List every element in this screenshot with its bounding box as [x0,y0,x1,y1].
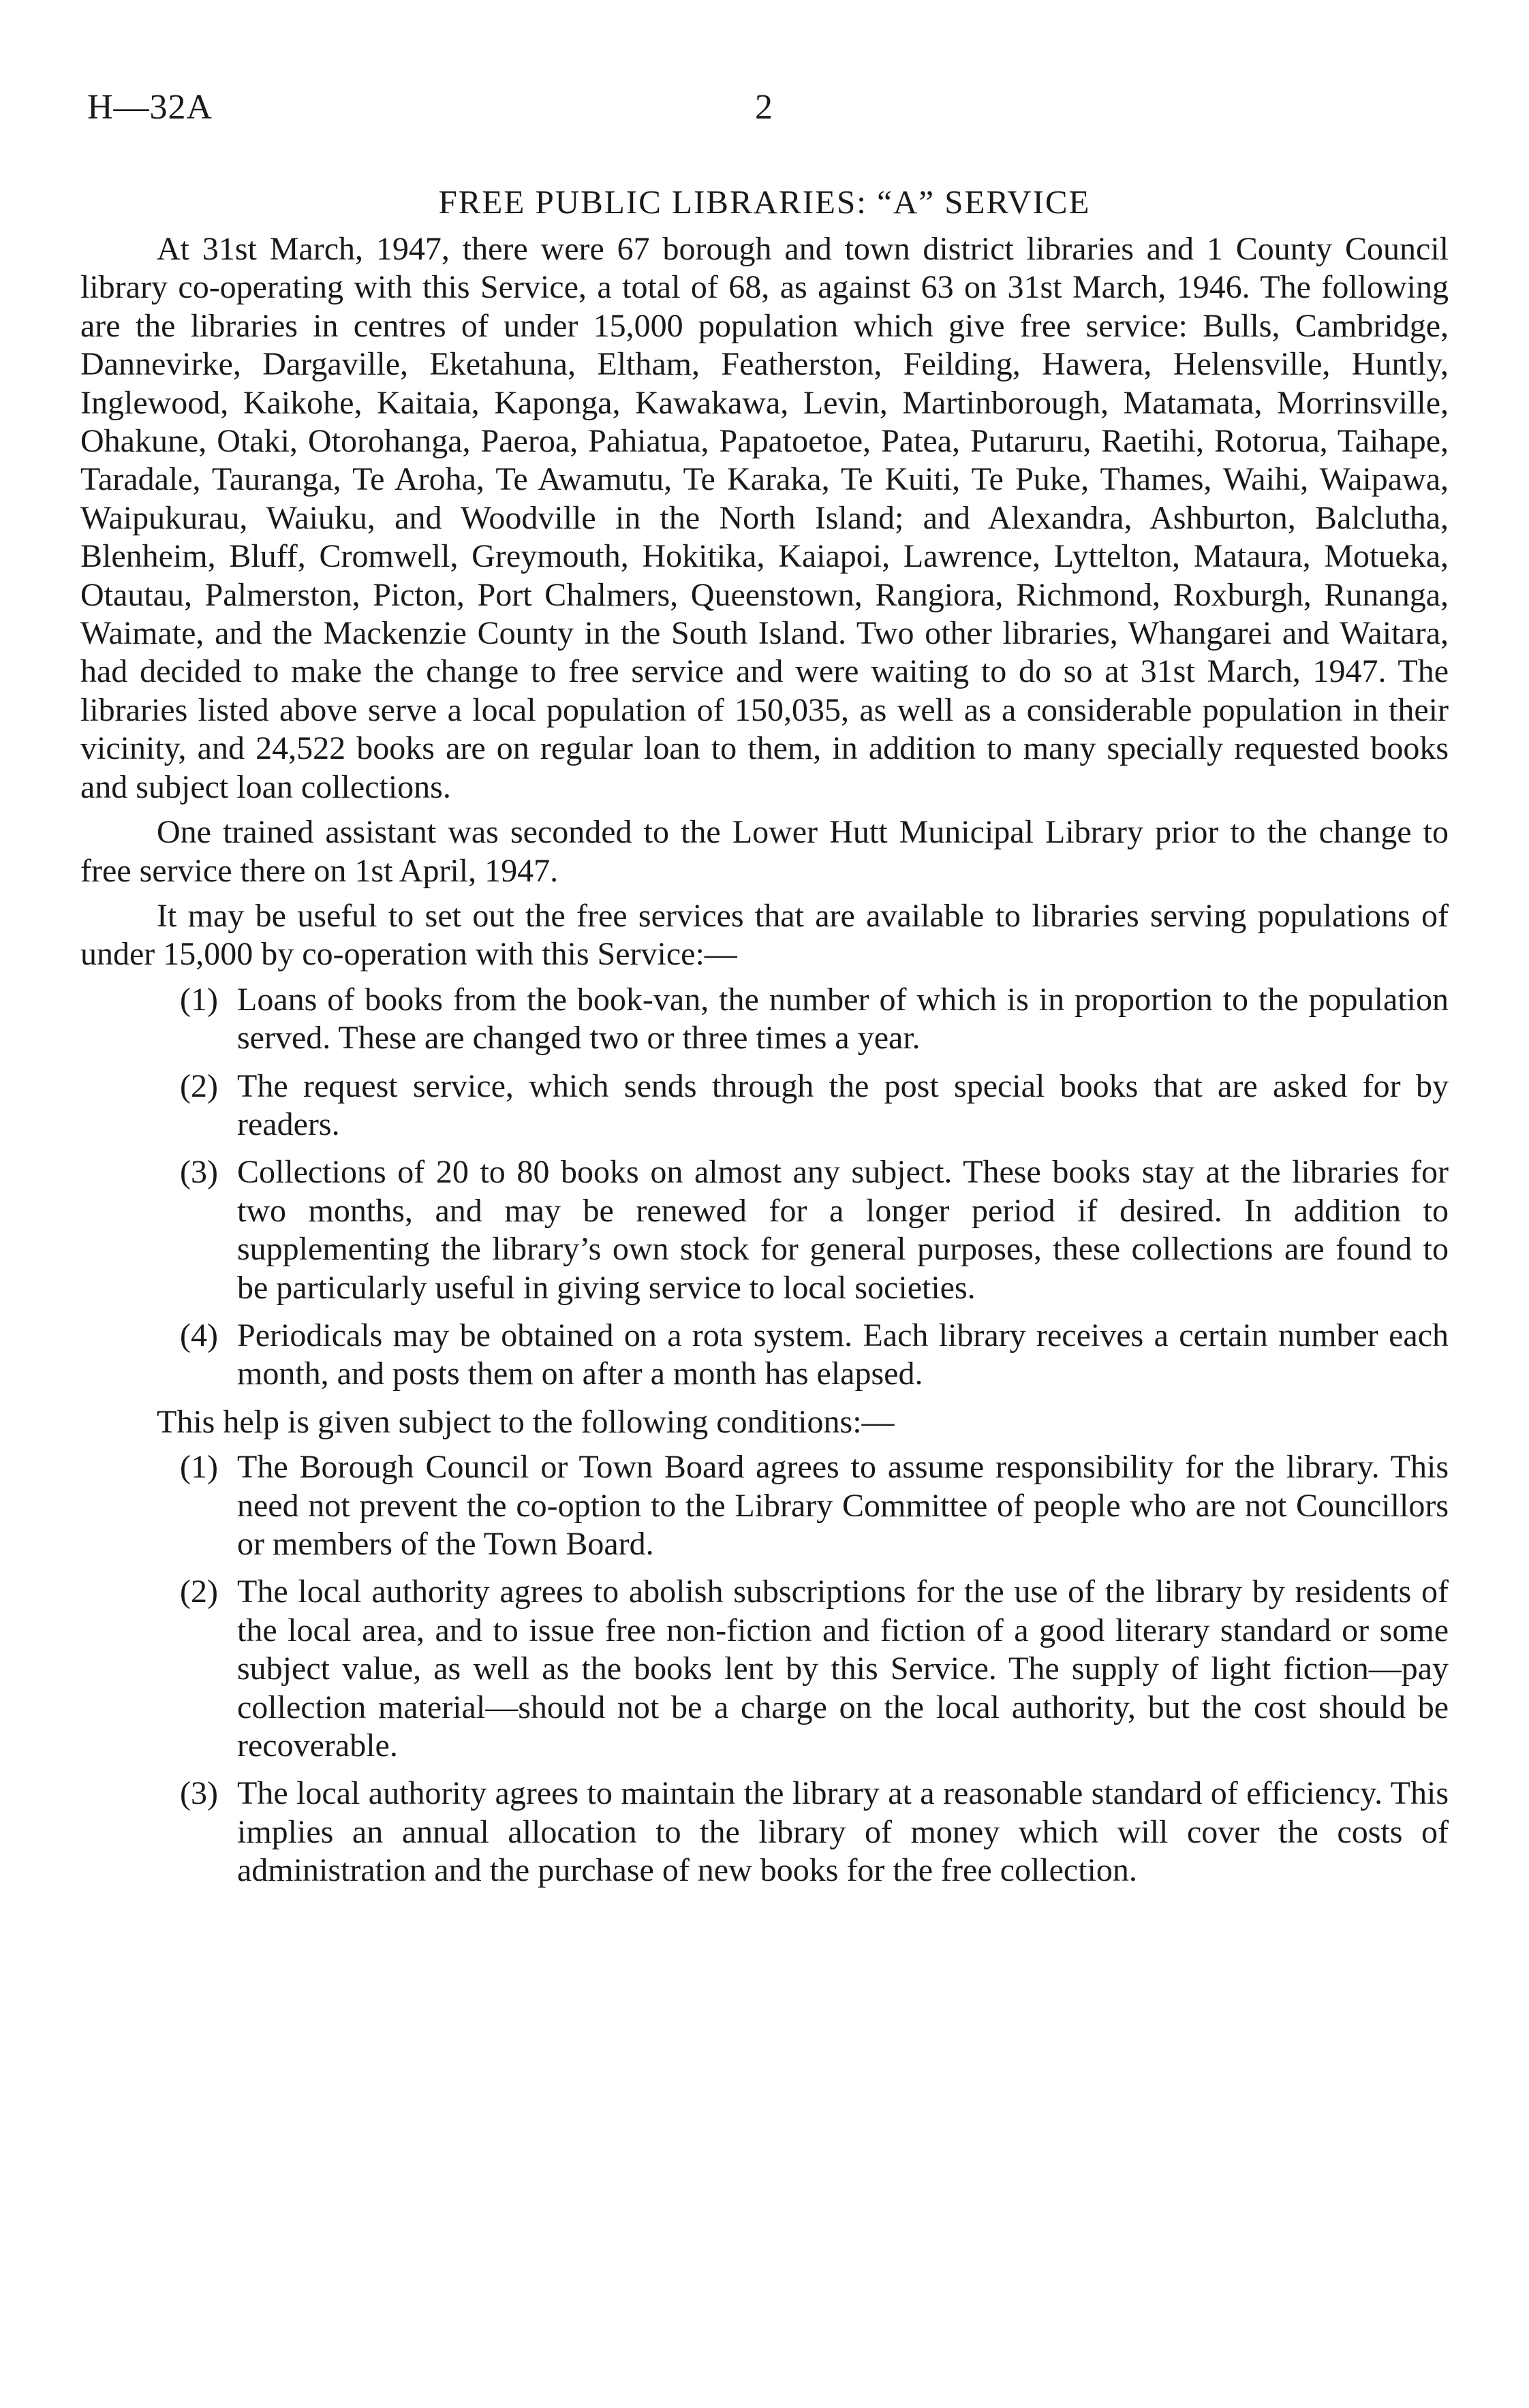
conditions-intro: This help is given subject to the following conditions:— [157,1403,895,1440]
list-item-text: The request service, which sends through the post special books that are asked for by readers. [237,1067,1449,1142]
list-item-text: The Borough Council or Town Board agrees to assume responsibility for the library. This need not prevent the co-option to the Library Committee of people who are not Councillors or members of the Town Board. [237,1449,1449,1562]
paragraph-services-intro: It may be useful to set out the free services that are available to libraries serving populations of under 15,000 by co-operation with this Service:— [80,897,1449,973]
list-item [80,1067,1449,1144]
section-title: FREE PUBLIC LIBRARIES: “A” SERVICE [438,183,1091,221]
list-item [80,981,1449,1058]
document-page [80,0,1449,2408]
list-item-text: Periodicals may be obtained on a rota system. Each library receives a certain number each month, and posts them on after a month has elapsed. [237,1317,1449,1392]
list-item [80,1448,1449,1563]
body-text [80,230,1449,1900]
list-item-number: (2) [180,1574,218,1610]
list-item-number: (1) [180,981,218,1018]
list-item [80,1573,1449,1765]
list-item-text: The local authority agrees to abolish subscriptions for the use of the library by residents of the local area, and to issue free non-fiction and fiction of a good literary standard or some subject value, as well as the books lent by this Service. The supply of light fiction—pay collection material—should not be a charge on the local authority, but the cost should be recoverable. [237,1574,1449,1764]
list-item-number: (2) [180,1067,218,1104]
list-item-number: (4) [180,1317,218,1354]
page-number: 2 [755,88,773,127]
conditions-list [80,1448,1449,1890]
list-item-text: Collections of 20 to 80 books on almost any subject. These books stay at the libraries for two months, and may be renewed for a longer period if desired. In addition to supplementing the library’s own stock for general purposes, these collections are found to be particularly useful in giving service to local societies. [237,1154,1449,1306]
list-item [80,1153,1449,1307]
list-item-number: (1) [180,1449,218,1486]
page-header [80,87,1449,135]
services-list [80,981,1449,1394]
list-item [80,1774,1449,1890]
list-item-number: (3) [180,1154,218,1191]
list-item [80,1317,1449,1394]
paragraph-libraries: At 31st March, 1947, there were 67 borough and town district libraries and 1 County Council library co-operating with this Service, a total of 68, as against 63 on 31st March, 1946. The following are the libraries in centres of under 15,000 population which give free service: Bulls, Cambridge, Dannevirke, Dargaville, Eketahuna, Eltham, Featherston, Feilding, Hawera, Helensville, Huntly, Inglewood, Kaikohe, Kaitaia, Kaponga, Kawakawa, Levin, Martinborough, Matamata, Morrinsville, Ohakune, Otaki, Otorohanga, Paeroa, Pahiatua, Papatoetoe, Patea, Putaruru, Raetihi, Rotorua, Taihape, Taradale, Tauranga, Te Aroha, Te Awamutu, Te Karaka, Te Kuiti, Te Puke, Thames, Waihi, Waipawa, Waipukurau, Waiuku, and Woodville in the North Island; and Alexandra, Ashburton, Balclutha, Blenheim, Bluff, Cromwell, Greymouth, Hokitika, Kaiapoi, Lawrence, Lyttelton, Mataura, Motueka, Otautau, Palmerston, Picton, Port Chalmers, Queenstown, Rangiora, Richmond, Roxburgh, Runanga, Waimate, and the Mackenzie County in the South Island. Two other libraries, Whangarei and Waitara, had decided to make the change to free service and were waiting to do so at 31st March, 1947. The libraries listed above serve a local population of 150,035, as well as a considerable population in their vicinity, and 24,522 books are on regular loan to them, in addition to many specially requested books and subject loan collections. [80,231,1449,805]
list-item-text: Loans of books from the book-van, the number of which is in proportion to the population served. These are changed two or three times a year. [237,981,1449,1057]
paragraph-assistant: One trained assistant was seconded to the Lower Hutt Municipal Library prior to the change to free service there on 1st April, 1947. [80,814,1449,889]
list-item-text: The local authority agrees to maintain the library at a reasonable standard of efficiency. This implies an annual allocation to the library of money which will cover the costs of administration and the purchase of new books for the free collection. [237,1775,1449,1889]
document-reference: H—32A [87,88,213,127]
list-item-number: (3) [180,1775,218,1812]
